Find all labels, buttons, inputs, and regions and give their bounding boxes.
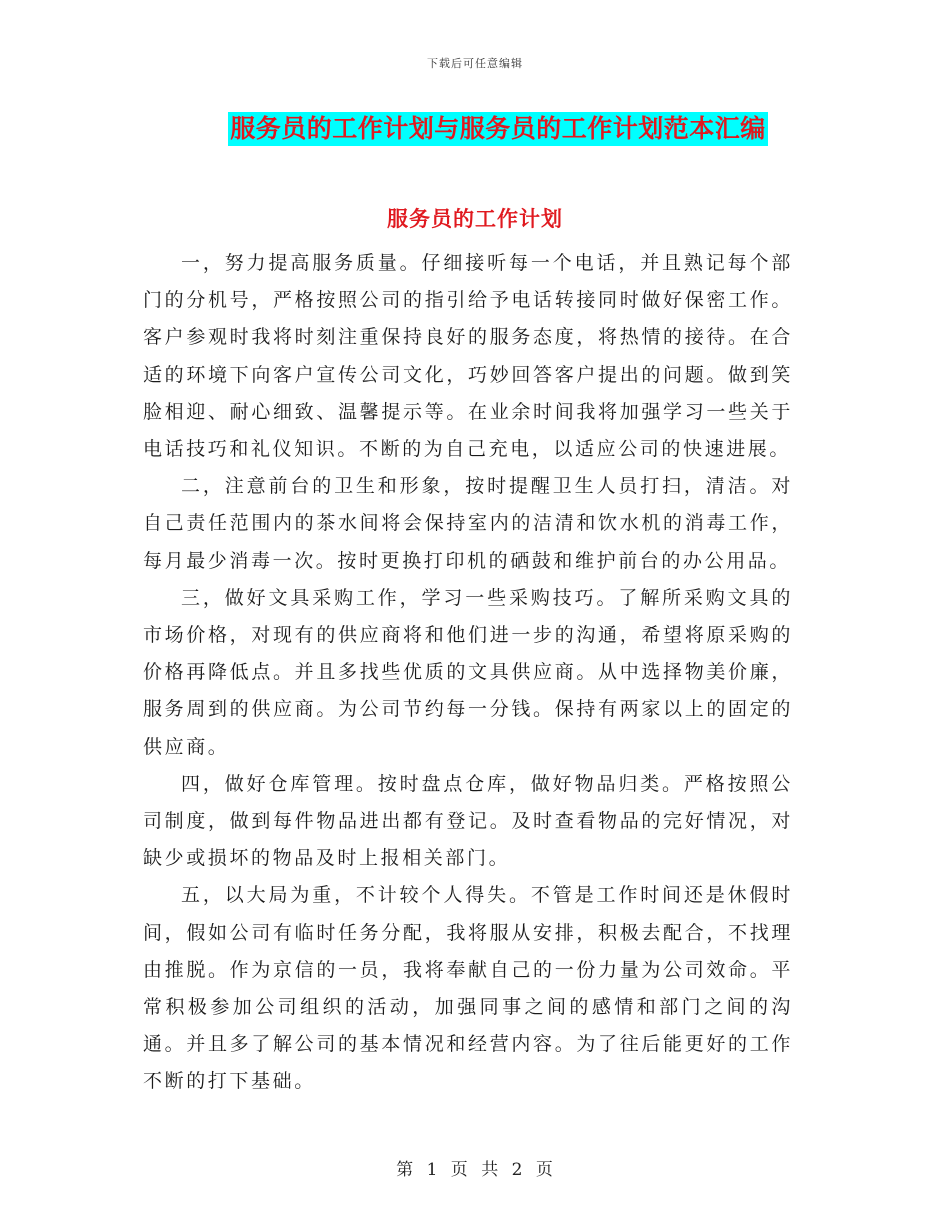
paragraph-4: 四，做好仓库管理。按时盘点仓库，做好物品归类。严格按照公司制度，做到每件物品进出都有登记。及时查看物品的完好情况，对缺少或损坏的物品及时上报相关部门。 (143, 772, 793, 870)
document-body (143, 245, 793, 1101)
section-title: 服务员的工作计划 (387, 206, 563, 231)
document-title: 服务员的工作计划与服务员的工作计划范本汇编 (228, 112, 768, 146)
paragraph-5: 五，以大局为重，不计较个人得失。不管是工作时间还是休假时间，假如公司有临时任务分配，我将服从安排，积极去配合，不找理由推脱。作为京信的一员，我将奉献自己的一份力量为公司效命。平常积极参加公司组织的活动，加强同事之间的感情和部门之间的沟通。并且多了解公司的基本情况和经营内容。为了往后能更好的工作不断的打下基础。 (143, 884, 793, 1093)
paragraph-1: 一，努力提高服务质量。仔细接听每一个电话，并且熟记每个部门的分机号，严格按照公司的指引给予电话转接同时做好保密工作。客户参观时我将时刻注重保持良好的服务态度，将热情的接待。在合适的环境下向客户宣传公司文化，巧妙回答客户提出的问题。做到笑脸相迎、耐心细致、温馨提示等。在业余时间我将加强学习一些关于电话技巧和礼仪知识。不断的为自己充电，以适应公司的快速进展。 (143, 252, 793, 461)
page-footer: 第 1 页 共 2 页 (396, 1160, 554, 1180)
paragraph-2: 二，注意前台的卫生和形象，按时提醒卫生人员打扫，清洁。对自己责任范围内的茶水间将会保持室内的洁清和饮水机的消毒工作，每月最少消毒一次。按时更换打印机的硒鼓和维护前台的办公用品。 (143, 475, 793, 572)
main-title-container (0, 112, 950, 146)
paragraph-3: 三，做好文具采购工作，学习一些采购技巧。了解所采购文具的市场价格，对现有的供应商将和他们进一步的沟通，希望将原采购的价格再降低点。并且多找些优质的文具供应商。从中选择物美价廉，服务周到的供应商。为公司节约每一分钱。保持有两家以上的固定的供应商。 (143, 586, 793, 758)
header-note: 下载后可任意编辑 (427, 57, 523, 70)
